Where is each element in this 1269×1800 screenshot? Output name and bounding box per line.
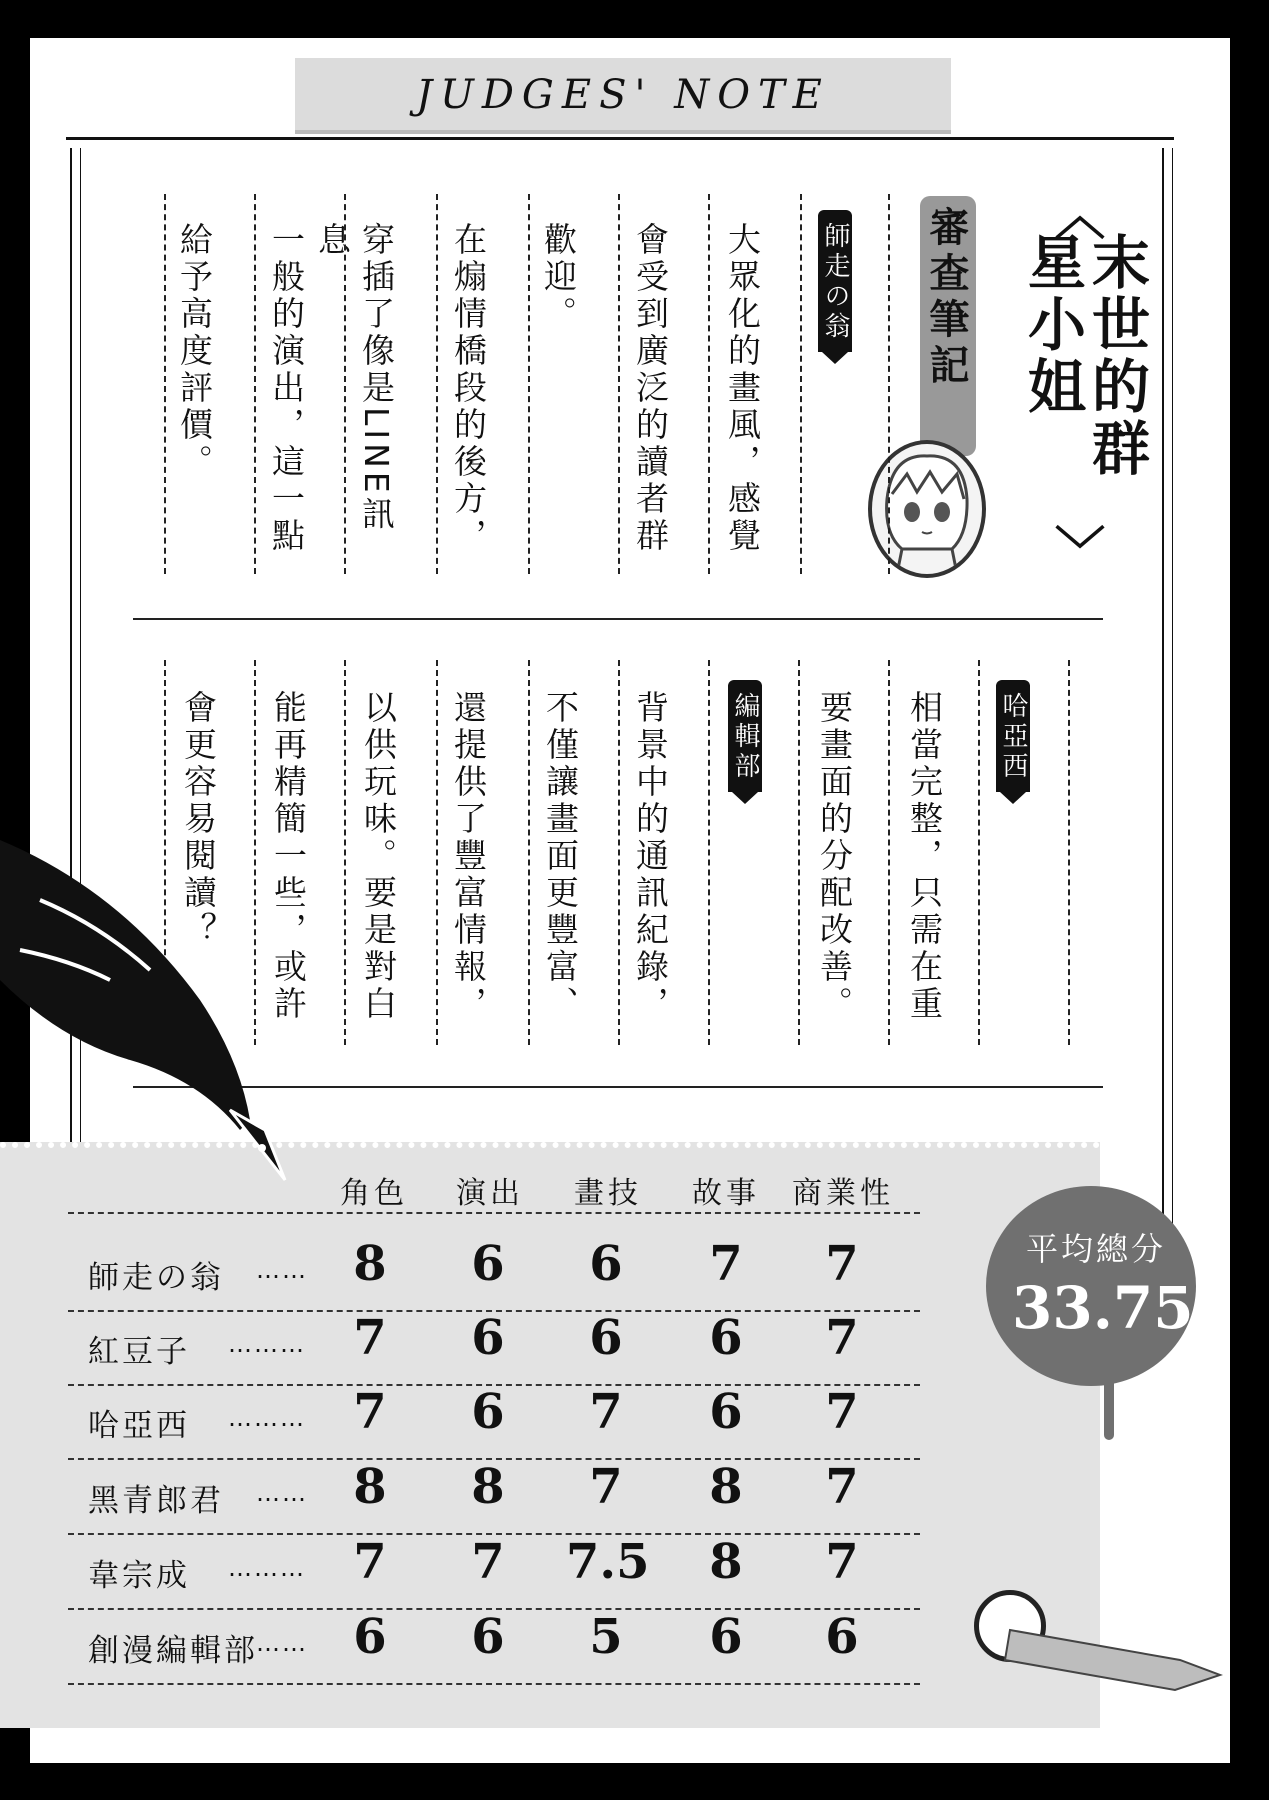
- title-close-bracket: ﹀: [1047, 524, 1105, 574]
- score-value: 7: [709, 1236, 743, 1292]
- judge-name: 師走の翁: [88, 1260, 224, 1296]
- score-value: 7: [471, 1534, 505, 1590]
- score-value: 5: [589, 1609, 623, 1665]
- title-open-bracket: ︿: [1047, 190, 1105, 240]
- review-text-line: 不僅讓畫面更豐富、: [541, 690, 580, 1023]
- column-divider: [800, 194, 802, 574]
- frame-right-line-inner: [1172, 148, 1173, 1348]
- score-value: 8: [471, 1459, 505, 1515]
- review-text-line: 在煽情橋段的後方，: [449, 222, 488, 555]
- review-text-line: 以供玩味。要是對白: [359, 690, 398, 1023]
- review-text-line: 給予高度評價。: [175, 222, 214, 481]
- average-score-value: 33.75: [1012, 1274, 1194, 1342]
- title-banner: [295, 58, 951, 134]
- average-score-label: 平均總分: [1026, 1230, 1167, 1268]
- score-value: 6: [353, 1609, 387, 1665]
- review-subtitle: 審查筆記: [923, 206, 969, 390]
- score-value: 8: [709, 1534, 743, 1590]
- judge-name: 紅豆子: [88, 1334, 190, 1370]
- leader-dots: ………: [228, 1554, 306, 1582]
- character-avatar: [868, 440, 986, 578]
- judge-tag-hayashi: 哈亞西: [996, 680, 1030, 792]
- review-text-line: 相當完整，只需在重: [905, 690, 944, 1023]
- leader-dots: ……: [256, 1479, 308, 1507]
- column-divider: [344, 660, 346, 1045]
- column-divider: [618, 660, 620, 1045]
- judge-name: 韋宗成: [88, 1558, 190, 1594]
- score-value: 6: [471, 1609, 505, 1665]
- column-divider: [164, 194, 166, 574]
- review-text-line: 歡迎。: [539, 222, 578, 333]
- review-text-line: 還提供了豐富情報，: [449, 690, 488, 1023]
- score-value: 7: [825, 1384, 859, 1440]
- review-text-line: 能再精簡一些，或許: [269, 690, 308, 1023]
- judge-name: 黑青郎君: [88, 1483, 224, 1519]
- score-value: 7: [353, 1310, 387, 1366]
- review-text-line: 要畫面的分配改善。: [815, 690, 854, 1023]
- review-text-line: 會受到廣泛的讀者群: [631, 222, 670, 555]
- score-header-commercial: 商業性: [792, 1176, 894, 1211]
- review-text-line: 穿插了像是LINE訊息: [313, 222, 396, 534]
- score-value: 7: [353, 1384, 387, 1440]
- leader-dots: ………: [228, 1330, 306, 1358]
- score-value: 6: [709, 1310, 743, 1366]
- section-divider: [133, 618, 1103, 620]
- score-value: 7: [825, 1459, 859, 1515]
- score-value: 6: [471, 1384, 505, 1440]
- review-text-line: 大眾化的畫風，感覺: [723, 222, 762, 555]
- frame-right-line: [1162, 148, 1164, 1348]
- column-divider: [978, 660, 980, 1045]
- review-text-line: 會更容易閱讀？: [179, 690, 218, 949]
- column-divider: [798, 660, 800, 1045]
- score-value: 8: [353, 1236, 387, 1292]
- quill-pen-icon: [0, 830, 300, 1190]
- judge-tag-shiwasu: 師走の翁: [818, 210, 852, 352]
- review-text-line: 背景中的通訊紀錄，: [631, 690, 670, 1023]
- score-value: 6: [589, 1236, 623, 1292]
- score-value: 7: [589, 1384, 623, 1440]
- leader-dots: ……: [256, 1256, 308, 1284]
- score-value: 8: [353, 1459, 387, 1515]
- score-value: 6: [709, 1384, 743, 1440]
- score-value: 7.5: [566, 1534, 650, 1590]
- arrow-tag-icon: [1000, 1600, 1230, 1700]
- column-divider: [618, 194, 620, 574]
- score-value: 6: [589, 1310, 623, 1366]
- ink-drip: [1104, 1360, 1114, 1440]
- score-value: 6: [709, 1609, 743, 1665]
- column-divider: [888, 194, 890, 574]
- judge-tag-editorial: 編輯部: [728, 680, 762, 792]
- score-value: 7: [589, 1459, 623, 1515]
- score-value: 7: [825, 1310, 859, 1366]
- judge-name: 創漫編輯部: [88, 1633, 258, 1669]
- score-value: 6: [825, 1609, 859, 1665]
- column-divider: [254, 194, 256, 574]
- score-value: 6: [471, 1236, 505, 1292]
- score-value: 6: [471, 1310, 505, 1366]
- score-value: 8: [709, 1459, 743, 1515]
- column-divider: [708, 194, 710, 574]
- column-divider: [528, 194, 530, 574]
- score-row-line: [68, 1683, 920, 1685]
- review-text-line: 一般的演出，這一點: [267, 222, 306, 555]
- score-header-direction: 演出: [456, 1176, 524, 1211]
- manga-title: 末世的群星小姐: [1018, 232, 1150, 480]
- banner-title: JUDGES' NOTE: [416, 72, 830, 118]
- score-header-story: 故事: [692, 1176, 760, 1211]
- column-divider: [436, 660, 438, 1045]
- column-divider: [344, 194, 346, 574]
- column-divider: [888, 660, 890, 1045]
- score-value: 7: [825, 1236, 859, 1292]
- score-header-art: 畫技: [574, 1176, 642, 1211]
- leader-dots: ……: [256, 1629, 308, 1657]
- score-value: 7: [825, 1534, 859, 1590]
- column-divider: [528, 660, 530, 1045]
- score-header-character: 角色: [340, 1176, 408, 1211]
- score-value: 7: [353, 1534, 387, 1590]
- column-divider: [708, 660, 710, 1045]
- column-divider: [1068, 660, 1070, 1045]
- column-divider: [436, 194, 438, 574]
- leader-dots: ………: [228, 1404, 306, 1432]
- judge-name: 哈亞西: [88, 1408, 190, 1444]
- score-header-line: [68, 1212, 920, 1214]
